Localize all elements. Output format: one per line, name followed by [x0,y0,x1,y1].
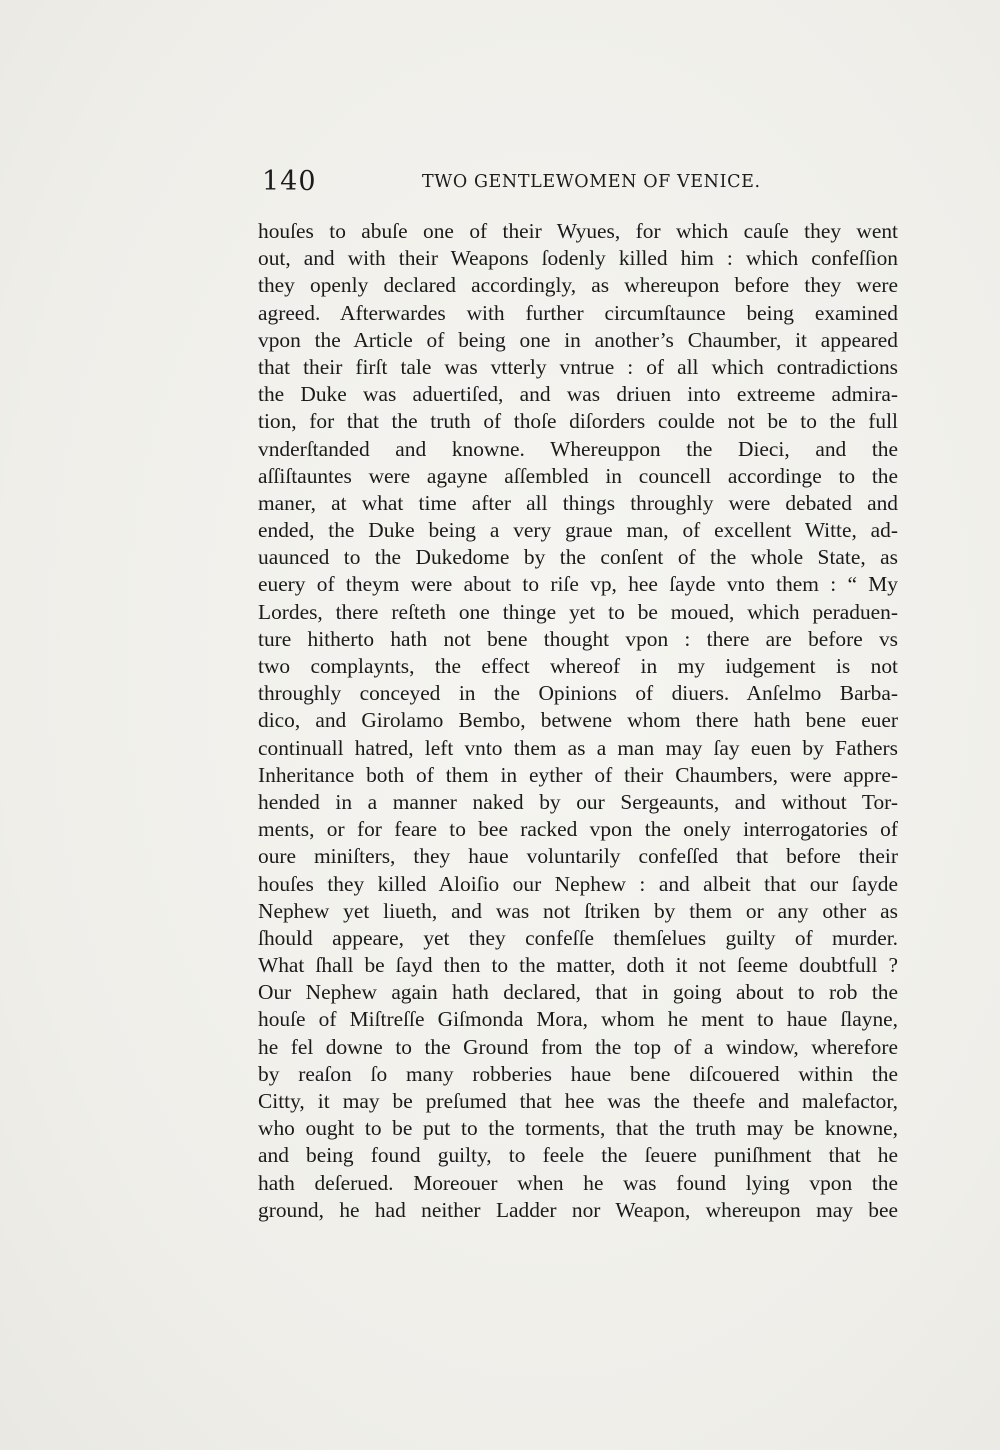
text-line: hath deſerued. Moreouer when he was found lying vpon the [258,1170,898,1195]
text-line: ended, the Duke being a very graue man, of excellent Witte, ad- [258,518,898,543]
text-line: they openly declared accordingly, as whereupon before they were [258,273,898,298]
text-line: houſes to abuſe one of their Wyues, for which cauſe they went [258,219,898,243]
text-line: Inheritance both of them in eyther of their Chaumbers, were appre- [258,762,898,787]
text-line: maner, at what time after all things throughly were debated and [258,490,898,515]
text-line: ments, or for feare to bee racked vpon the onely interrogatories of [258,817,898,842]
page-number: 140 [262,166,317,197]
text-line: hended in a manner naked by our Sergeaunts, and without Tor- [258,789,898,814]
text-line: by reaſon ſo many robberies haue bene diſcouered within the [258,1061,898,1086]
running-title: TWO GENTLEWOMEN OF VENICE. [422,172,761,192]
text-line: Nephew yet liueth, and was not ſtriken by them or any other as [258,898,898,923]
text-line: ground, he had neither Ladder nor Weapon, whereupon may bee [258,1197,898,1222]
text-line: ture hitherto hath not bene thought vpon : there are before vs [258,626,898,651]
text-line: aſſiſtauntes were agayne aſſembled in councell accordinge to the [258,463,898,488]
text-line: uaunced to the Dukedome by the conſent of the whole State, as [258,545,898,570]
text-line: tion, for that the truth of thoſe diſorders coulde not be to the full [258,409,898,434]
text-line: houſe of Miſtreſſe Giſmonda Mora, whom he ment to haue ſlayne, [258,1007,898,1032]
text-line: continuall hatred, left vnto them as a man may ſay euen by Fathers [258,735,898,760]
text-line: dico, and Girolamo Bembo, betwene whom there hath bene euer [258,708,898,733]
text-line: and being found guilty, to feele the ſeuere puniſhment that he [258,1143,898,1168]
text-line: Our Nephew again hath declared, that in going about to rob the [258,980,898,1005]
text-line: Citty, it may be preſumed that hee was the theefe and malefactor, [258,1089,898,1113]
text-line: oure miniſters, they haue voluntarily confeſſed that before their [258,844,898,869]
running-head [258,160,898,200]
text-line: the Duke was aduertiſed, and was driuen into extreeme admira- [258,382,898,407]
text-line: two complaynts, the effect whereof in my iudgement is not [258,654,898,678]
text-line: vpon the Article of being one in another’s Chaumber, it appeared [258,327,898,352]
text-line: euery of theym were about to riſe vp, hee ſayde vnto them : “ My [258,572,898,597]
text-line: What ſhall be ſayd then to the matter, doth it not ſeeme doubtfull ? [258,953,898,978]
text-line: ſhould appeare, yet they confeſſe themſelues guilty of murder. [258,925,898,950]
text-line: houſes they killed Aloiſio our Nephew : and albeit that our ſayde [258,871,898,896]
text-line: who ought to be put to the torments, that the truth may be knowne, [258,1116,898,1141]
text-line: that their firſt tale was vtterly vntrue : of all which contradictions [258,354,898,379]
text-line: throughly conceyed in the Opinions of diuers. Anſelmo Barba- [258,681,898,706]
body-text [258,218,898,1224]
text-line: vnderſtanded and knowne. Whereuppon the Dieci, and the [258,436,898,461]
text-line: out, and with their Weapons ſodenly killed him : which confeſſion [258,246,898,271]
text-line: he fel downe to the Ground from the top of a window, wherefore [258,1034,898,1059]
text-line: Lordes, there reſteth one thinge yet to be moued, which peraduen- [258,599,898,624]
text-line: agreed. Afterwardes with further circumſtaunce being examined [258,300,898,325]
